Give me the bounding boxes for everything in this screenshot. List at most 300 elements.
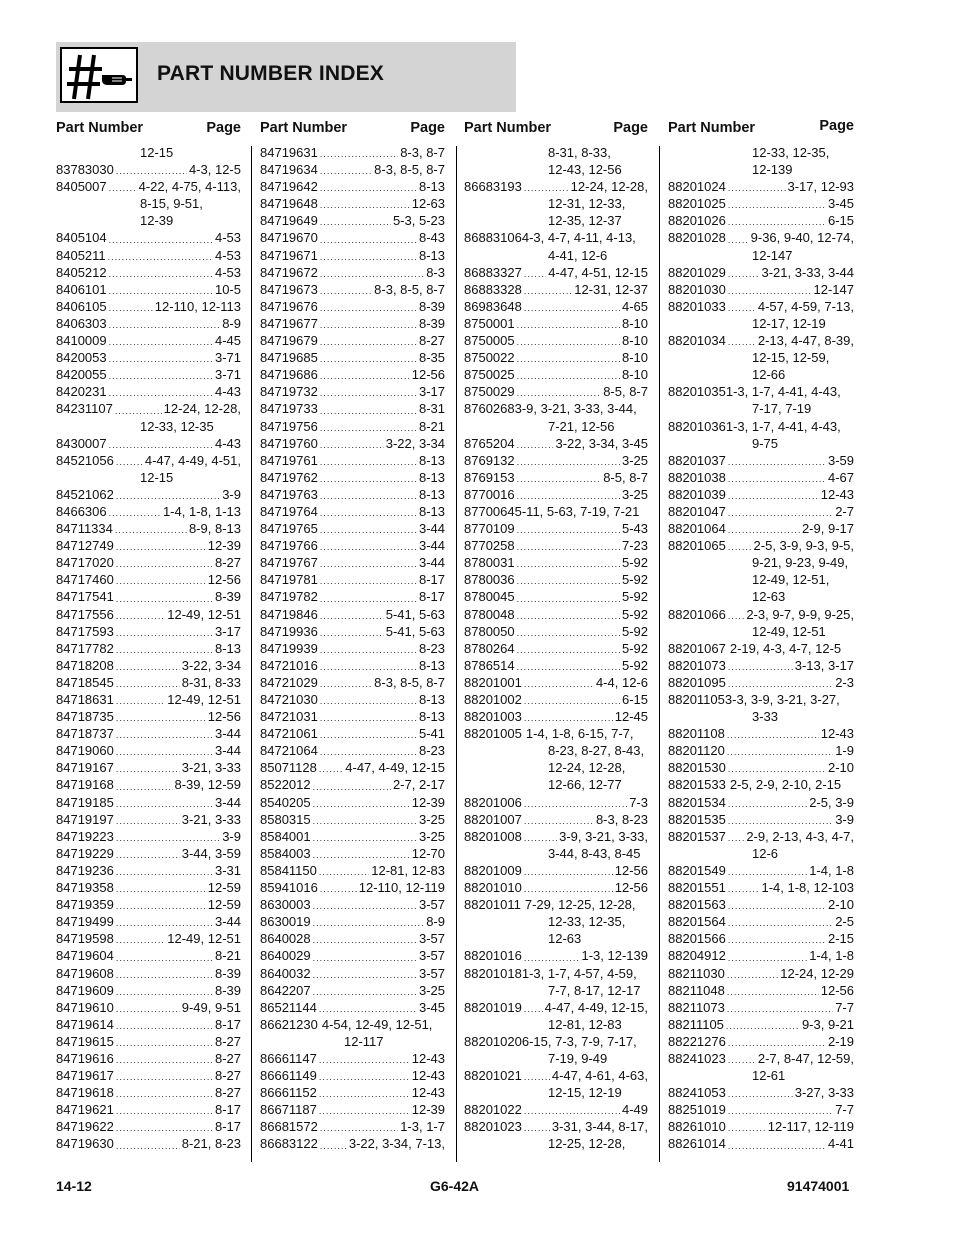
part-number: 88201038 bbox=[668, 469, 726, 485]
page-refs: 12-56 bbox=[820, 982, 854, 998]
index-entry bbox=[668, 657, 854, 674]
part-number: 8420055 bbox=[56, 367, 107, 383]
part-number: 86671187 bbox=[260, 1102, 317, 1118]
page-refs: 7-19, 9-49 bbox=[548, 1050, 608, 1066]
dot-leader bbox=[320, 198, 410, 212]
part-number: 8770109 bbox=[464, 521, 515, 537]
dot-leader bbox=[728, 540, 752, 554]
index-entry bbox=[464, 691, 648, 708]
part-number: 88221276 bbox=[668, 1033, 726, 1049]
part-number: 84717593 bbox=[56, 623, 114, 639]
part-number: 84719358 bbox=[56, 880, 114, 896]
page-refs: 8-39, 12-59 bbox=[174, 777, 241, 793]
dot-leader bbox=[116, 455, 143, 469]
page-refs: 8-3, 8-5, 8-7 bbox=[374, 674, 445, 690]
dot-leader bbox=[116, 745, 213, 759]
part-number: 8405211 bbox=[56, 247, 106, 263]
index-entry bbox=[464, 298, 648, 315]
page-refs: 8-13 bbox=[418, 452, 445, 468]
part-number: 8405212 bbox=[56, 264, 107, 280]
index-entry-continuation bbox=[668, 588, 854, 605]
index-entry bbox=[464, 486, 648, 503]
page-refs: 3-44 bbox=[214, 794, 241, 810]
part-number: 84718737 bbox=[56, 726, 114, 742]
index-entry bbox=[56, 708, 241, 725]
index-entry bbox=[260, 845, 445, 862]
index-entry-continuation bbox=[668, 1067, 854, 1084]
dot-leader bbox=[320, 694, 417, 708]
page-header: Page bbox=[819, 118, 854, 134]
part-number: 88201064 bbox=[668, 521, 726, 537]
column-header bbox=[464, 118, 648, 140]
part-number: 84718545 bbox=[56, 674, 114, 690]
page-refs: 8-27 bbox=[214, 555, 241, 571]
dot-leader bbox=[116, 711, 206, 725]
dot-leader bbox=[728, 951, 807, 965]
part-number: 84717556 bbox=[56, 606, 114, 622]
dot-leader bbox=[727, 985, 819, 999]
part-number: 84719604 bbox=[56, 948, 114, 964]
index-entry bbox=[668, 674, 854, 691]
index-entry bbox=[56, 264, 241, 281]
index-entry bbox=[464, 264, 648, 281]
page-refs: 8-27 bbox=[214, 1085, 241, 1101]
page-refs: 2-7, 2-17 bbox=[392, 777, 445, 793]
dot-leader bbox=[319, 1070, 410, 1084]
part-number: 88201005 bbox=[464, 726, 522, 742]
dot-leader bbox=[319, 1053, 410, 1067]
index-entry bbox=[668, 742, 854, 759]
page-header: Page bbox=[613, 120, 648, 136]
index-entry bbox=[668, 1016, 854, 1033]
dot-leader bbox=[109, 284, 213, 298]
index-entry bbox=[464, 315, 648, 332]
part-number: 84719733 bbox=[260, 401, 318, 417]
index-entry-continuation bbox=[464, 759, 648, 776]
index-entry bbox=[56, 1067, 241, 1084]
index-entry bbox=[260, 418, 445, 435]
part-number: 88201534 bbox=[668, 794, 726, 810]
part-number: 8640032 bbox=[260, 965, 311, 981]
dot-leader bbox=[728, 472, 826, 486]
index-entry-continuation bbox=[464, 913, 648, 930]
page-refs: 5-92 bbox=[621, 572, 648, 588]
index-entry bbox=[260, 212, 445, 229]
part-number: 88201065 bbox=[668, 538, 726, 554]
dot-leader bbox=[524, 677, 594, 691]
index-entry bbox=[56, 537, 241, 554]
page-refs: 12-33, 12-35, bbox=[548, 914, 626, 930]
index-entry bbox=[56, 588, 241, 605]
index-entry bbox=[260, 913, 445, 930]
page-refs: 2-5, 3-9 bbox=[809, 794, 854, 810]
dot-leader bbox=[728, 1104, 833, 1118]
dot-leader bbox=[116, 1104, 213, 1118]
part-number: 882010181 bbox=[464, 965, 530, 981]
index-entry bbox=[260, 264, 445, 281]
page-refs: 8-17 bbox=[214, 1119, 241, 1135]
part-number: 8750022 bbox=[464, 350, 515, 366]
page-refs: 4-47, 4-49, 12-15 bbox=[345, 760, 445, 776]
page-refs: 8-9 bbox=[222, 315, 241, 331]
index-entry bbox=[260, 691, 445, 708]
page-refs: 2-3 bbox=[835, 674, 854, 690]
index-entry bbox=[260, 1084, 445, 1101]
page-refs: 12-81, 12-83 bbox=[371, 862, 445, 878]
page-header: Page bbox=[410, 120, 445, 136]
page-refs: 4-47, 4-51, 12-15 bbox=[548, 264, 648, 280]
page-refs: 12-39 bbox=[140, 213, 174, 229]
dot-leader bbox=[728, 1087, 793, 1101]
part-number: 88204912 bbox=[668, 948, 726, 964]
page-refs: 8-17 bbox=[214, 1102, 241, 1118]
index-entry bbox=[260, 161, 445, 178]
part-number: 84721029 bbox=[260, 674, 318, 690]
dot-leader bbox=[320, 592, 417, 606]
page-refs: 8-23, 8-27, 8-43, bbox=[548, 743, 645, 759]
index-entry bbox=[260, 1016, 445, 1033]
page-refs: 3-57 bbox=[418, 897, 445, 913]
index-entry bbox=[464, 965, 648, 982]
index-entry-continuation bbox=[464, 1016, 648, 1033]
dot-leader bbox=[524, 711, 613, 725]
dot-leader bbox=[116, 557, 213, 571]
dot-leader bbox=[109, 352, 213, 366]
page-refs: 8-21 bbox=[214, 948, 241, 964]
part-number: 84719760 bbox=[260, 435, 318, 451]
page-refs: 12-43 bbox=[411, 1085, 445, 1101]
page-refs: 3-22, 3-34 bbox=[181, 657, 241, 673]
index-entry bbox=[260, 1050, 445, 1067]
page-refs: 12-33, 12-35 bbox=[140, 418, 214, 434]
index-entry bbox=[56, 845, 241, 862]
dot-leader bbox=[320, 711, 417, 725]
page-refs: 2-19 bbox=[827, 1033, 854, 1049]
dot-leader bbox=[728, 455, 826, 469]
page-refs: 8-31, 8-33, bbox=[548, 145, 611, 160]
part-number: 84719764 bbox=[260, 503, 318, 519]
index-entry-continuation bbox=[464, 776, 648, 793]
dot-leader bbox=[524, 284, 572, 298]
page-refs: 3-45 bbox=[418, 999, 445, 1015]
part-number: 85941016 bbox=[260, 880, 318, 896]
dot-leader bbox=[109, 318, 221, 332]
index-entry-continuation bbox=[668, 554, 854, 571]
index-entry bbox=[464, 1101, 648, 1118]
index-entry bbox=[668, 896, 854, 913]
page-refs: 12-24, 12-29 bbox=[780, 965, 854, 981]
dot-leader bbox=[524, 694, 620, 708]
index-entry bbox=[464, 435, 648, 452]
page-refs: 5-92 bbox=[621, 589, 648, 605]
index-entry bbox=[464, 1033, 648, 1050]
index-entry bbox=[668, 982, 854, 999]
part-number: 84719609 bbox=[56, 982, 114, 998]
page-refs: 3-25 bbox=[418, 828, 445, 844]
index-entry-continuation bbox=[668, 571, 854, 588]
page-refs: 3-57 bbox=[418, 948, 445, 964]
page-refs: 3-25 bbox=[418, 811, 445, 827]
page-refs: 12-110, 12-113 bbox=[154, 298, 241, 314]
index-entry bbox=[464, 794, 648, 811]
part-number: 84719229 bbox=[56, 845, 114, 861]
dot-leader bbox=[320, 574, 417, 588]
part-number: 84719615 bbox=[56, 1033, 114, 1049]
index-entry-continuation bbox=[464, 247, 648, 264]
index-entry bbox=[260, 452, 445, 469]
part-number: 84721016 bbox=[260, 657, 318, 673]
index-entry bbox=[668, 281, 854, 298]
dot-leader bbox=[517, 335, 620, 349]
dot-leader bbox=[320, 318, 417, 332]
index-entry bbox=[464, 828, 648, 845]
part-number: 88241053 bbox=[668, 1085, 726, 1101]
index-entry-continuation bbox=[464, 212, 648, 229]
index-entry bbox=[260, 759, 445, 776]
dot-leader bbox=[116, 609, 165, 623]
page-refs: 4-22, 4-75, 4-113, bbox=[138, 179, 241, 195]
index-entry bbox=[260, 947, 445, 964]
page-refs: 8-39 bbox=[214, 965, 241, 981]
page-refs: 8-9, 8-13 bbox=[188, 521, 241, 537]
page-refs: 2-15 bbox=[827, 931, 854, 947]
dot-leader bbox=[517, 352, 620, 366]
page-refs: -15, 7-3, 7-9, 7-17, bbox=[529, 1033, 637, 1049]
dot-leader bbox=[517, 609, 620, 623]
index-entry bbox=[56, 1084, 241, 1101]
index-entry-continuation bbox=[668, 623, 854, 640]
index-entry bbox=[260, 229, 445, 246]
dot-leader bbox=[524, 1104, 620, 1118]
page-refs: 1-4, 1-8 bbox=[809, 862, 854, 878]
page-refs: 12-15, 12-19 bbox=[548, 1085, 622, 1101]
dot-leader bbox=[728, 267, 760, 281]
part-number: 84719223 bbox=[56, 828, 114, 844]
index-entry bbox=[260, 657, 445, 674]
page-refs: 3-44, 8-43, 8-45 bbox=[548, 845, 641, 861]
part-number: 84719236 bbox=[56, 862, 114, 878]
index-entry bbox=[668, 930, 854, 947]
index-entry bbox=[56, 811, 241, 828]
page-refs: 3-22, 3-34, 7-13, bbox=[348, 1136, 445, 1152]
index-entry bbox=[668, 1050, 854, 1067]
index-entry-continuation bbox=[668, 144, 854, 161]
index-entry-continuation bbox=[464, 161, 648, 178]
index-entry bbox=[668, 606, 854, 623]
part-number: 8522012 bbox=[260, 777, 311, 793]
page-refs: 3-17 bbox=[418, 384, 445, 400]
dot-leader bbox=[319, 1104, 410, 1118]
dot-leader bbox=[728, 762, 826, 776]
page-refs: 3-71 bbox=[214, 367, 241, 383]
index-entry-continuation bbox=[56, 144, 241, 161]
dot-leader bbox=[320, 438, 384, 452]
index-entry bbox=[56, 486, 241, 503]
dot-leader bbox=[320, 181, 417, 195]
part-number: 88251019 bbox=[668, 1102, 726, 1118]
index-entry bbox=[56, 1033, 241, 1050]
part-number: 88201023 bbox=[464, 1119, 522, 1135]
page-refs: 12-39 bbox=[411, 794, 445, 810]
page-refs: 2-10 bbox=[827, 897, 854, 913]
index-entry bbox=[56, 879, 241, 896]
index-entry bbox=[260, 1101, 445, 1118]
part-number: 84719761 bbox=[260, 452, 318, 468]
page-refs: 4-45 bbox=[214, 333, 241, 349]
dot-leader bbox=[116, 780, 173, 794]
page-refs: 2-7, 8-47, 12-59, bbox=[757, 1050, 854, 1066]
index-logo-icon bbox=[60, 47, 138, 103]
page-refs: 12-43 bbox=[820, 486, 854, 502]
dot-leader bbox=[109, 233, 213, 247]
dot-leader bbox=[320, 284, 372, 298]
page-refs: 8-10 bbox=[621, 350, 648, 366]
dot-leader bbox=[320, 660, 417, 674]
part-number: 88201549 bbox=[668, 862, 726, 878]
part-number: 85841150 bbox=[260, 862, 317, 878]
page-refs: 5-43 bbox=[621, 521, 648, 537]
part-number: 88201108 bbox=[668, 726, 725, 742]
index-entry bbox=[56, 247, 241, 264]
index-entry bbox=[668, 452, 854, 469]
part-number: 84719782 bbox=[260, 589, 318, 605]
part-number: 88201564 bbox=[668, 914, 726, 930]
part-number: 84719679 bbox=[260, 333, 318, 349]
page-refs: 5-92 bbox=[621, 657, 648, 673]
index-entry bbox=[464, 640, 648, 657]
index-entry bbox=[56, 400, 241, 417]
index-entry bbox=[56, 1101, 241, 1118]
index-entry bbox=[56, 1016, 241, 1033]
index-entry bbox=[260, 469, 445, 486]
index-entry bbox=[668, 965, 854, 982]
dot-leader bbox=[116, 831, 220, 845]
page-refs: 3-21, 3-33 bbox=[181, 760, 241, 776]
page-refs: 1-4, 1-8, 6-15, 7-7, bbox=[525, 726, 634, 742]
part-number: 88201537 bbox=[668, 828, 726, 844]
index-entry bbox=[56, 725, 241, 742]
page-refs: 12-56 bbox=[207, 709, 241, 725]
index-entry bbox=[464, 674, 648, 691]
part-number: 84719359 bbox=[56, 897, 114, 913]
dot-leader bbox=[524, 1121, 550, 1135]
index-entry bbox=[464, 383, 648, 400]
dot-leader bbox=[320, 882, 357, 896]
dot-leader bbox=[116, 916, 213, 930]
index-entry-continuation bbox=[56, 212, 241, 229]
dot-leader bbox=[728, 677, 833, 691]
page-refs: 3-45 bbox=[827, 196, 854, 212]
part-number-header: Part Number bbox=[260, 120, 348, 136]
dot-leader bbox=[727, 745, 833, 759]
dot-leader bbox=[116, 592, 213, 606]
dot-leader bbox=[116, 660, 180, 674]
part-number: 8780036 bbox=[464, 572, 515, 588]
dot-leader bbox=[109, 506, 161, 520]
dot-leader bbox=[313, 780, 391, 794]
part-number: 86681572 bbox=[260, 1119, 318, 1135]
part-number: 84719614 bbox=[56, 1016, 114, 1032]
index-entry bbox=[464, 178, 648, 195]
page-refs: 9-49, 9-51 bbox=[181, 999, 241, 1015]
index-entry-continuation bbox=[668, 161, 854, 178]
page-refs: 3-13, 3-17 bbox=[794, 657, 854, 673]
part-number: 88261014 bbox=[668, 1136, 726, 1152]
page-refs: 12-117, 12-119 bbox=[767, 1119, 854, 1135]
index-entry bbox=[56, 982, 241, 999]
index-entry bbox=[668, 229, 854, 246]
page-refs: 7-7 bbox=[835, 1102, 854, 1118]
index-entry bbox=[260, 606, 445, 623]
part-number: 8630019 bbox=[260, 914, 311, 930]
dot-leader bbox=[313, 916, 425, 930]
part-number: 88201066 bbox=[668, 606, 726, 622]
dot-leader bbox=[109, 386, 213, 400]
index-entry bbox=[668, 947, 854, 964]
page-refs: 3-71 bbox=[214, 350, 241, 366]
page-refs: 4-47, 4-49, 12-15, bbox=[544, 999, 648, 1015]
part-number: 88201034 bbox=[668, 333, 726, 349]
part-number: 8466306 bbox=[56, 503, 107, 519]
part-number: 84719756 bbox=[260, 418, 318, 434]
dot-leader bbox=[517, 557, 620, 571]
dot-leader bbox=[728, 489, 819, 503]
page-refs: 8-3, 8-5, 8-7 bbox=[374, 281, 445, 297]
dot-leader bbox=[728, 660, 793, 674]
page-refs: 2-9, 2-13, 4-3, 4-7, bbox=[746, 828, 854, 844]
part-number: 88201047 bbox=[668, 503, 726, 519]
page-refs: 8-17 bbox=[418, 589, 445, 605]
page-refs: 8-13 bbox=[418, 657, 445, 673]
page-refs: 7-17, 7-19 bbox=[752, 401, 812, 417]
index-entry bbox=[260, 298, 445, 315]
part-number-header: Part Number bbox=[56, 120, 144, 136]
index-entry bbox=[56, 554, 241, 571]
page-refs: -3, 1-7, 4-41, 4-43, bbox=[733, 384, 841, 400]
dot-leader bbox=[116, 951, 213, 965]
dot-leader bbox=[728, 609, 744, 623]
dot-leader bbox=[313, 797, 410, 811]
part-number: 84721061 bbox=[260, 726, 318, 742]
footer-page-number: 14-12 bbox=[56, 1178, 92, 1194]
part-number: 84719686 bbox=[260, 367, 318, 383]
index-rows bbox=[260, 144, 445, 1153]
index-entry bbox=[56, 383, 241, 400]
dot-leader bbox=[517, 660, 620, 674]
dot-leader bbox=[517, 574, 620, 588]
page-refs: 8-10 bbox=[621, 367, 648, 383]
dot-leader bbox=[320, 250, 417, 264]
dot-leader bbox=[517, 626, 620, 640]
dot-leader bbox=[320, 404, 417, 418]
index-entry bbox=[56, 452, 241, 469]
part-number: 8630003 bbox=[260, 897, 311, 913]
dot-leader bbox=[319, 1002, 417, 1016]
index-entry bbox=[260, 315, 445, 332]
part-number: 88201025 bbox=[668, 196, 726, 212]
index-entry bbox=[56, 776, 241, 793]
index-entry bbox=[464, 400, 648, 417]
part-number: 88201026 bbox=[668, 213, 726, 229]
dot-leader bbox=[116, 626, 213, 640]
dot-leader bbox=[517, 540, 620, 554]
page-refs: 12-139 bbox=[752, 162, 793, 178]
page-refs: 2-9, 9-17 bbox=[801, 521, 854, 537]
part-number: 88201028 bbox=[668, 230, 726, 246]
index-entry bbox=[260, 999, 445, 1016]
index-entry bbox=[260, 879, 445, 896]
part-number: 84721064 bbox=[260, 743, 318, 759]
